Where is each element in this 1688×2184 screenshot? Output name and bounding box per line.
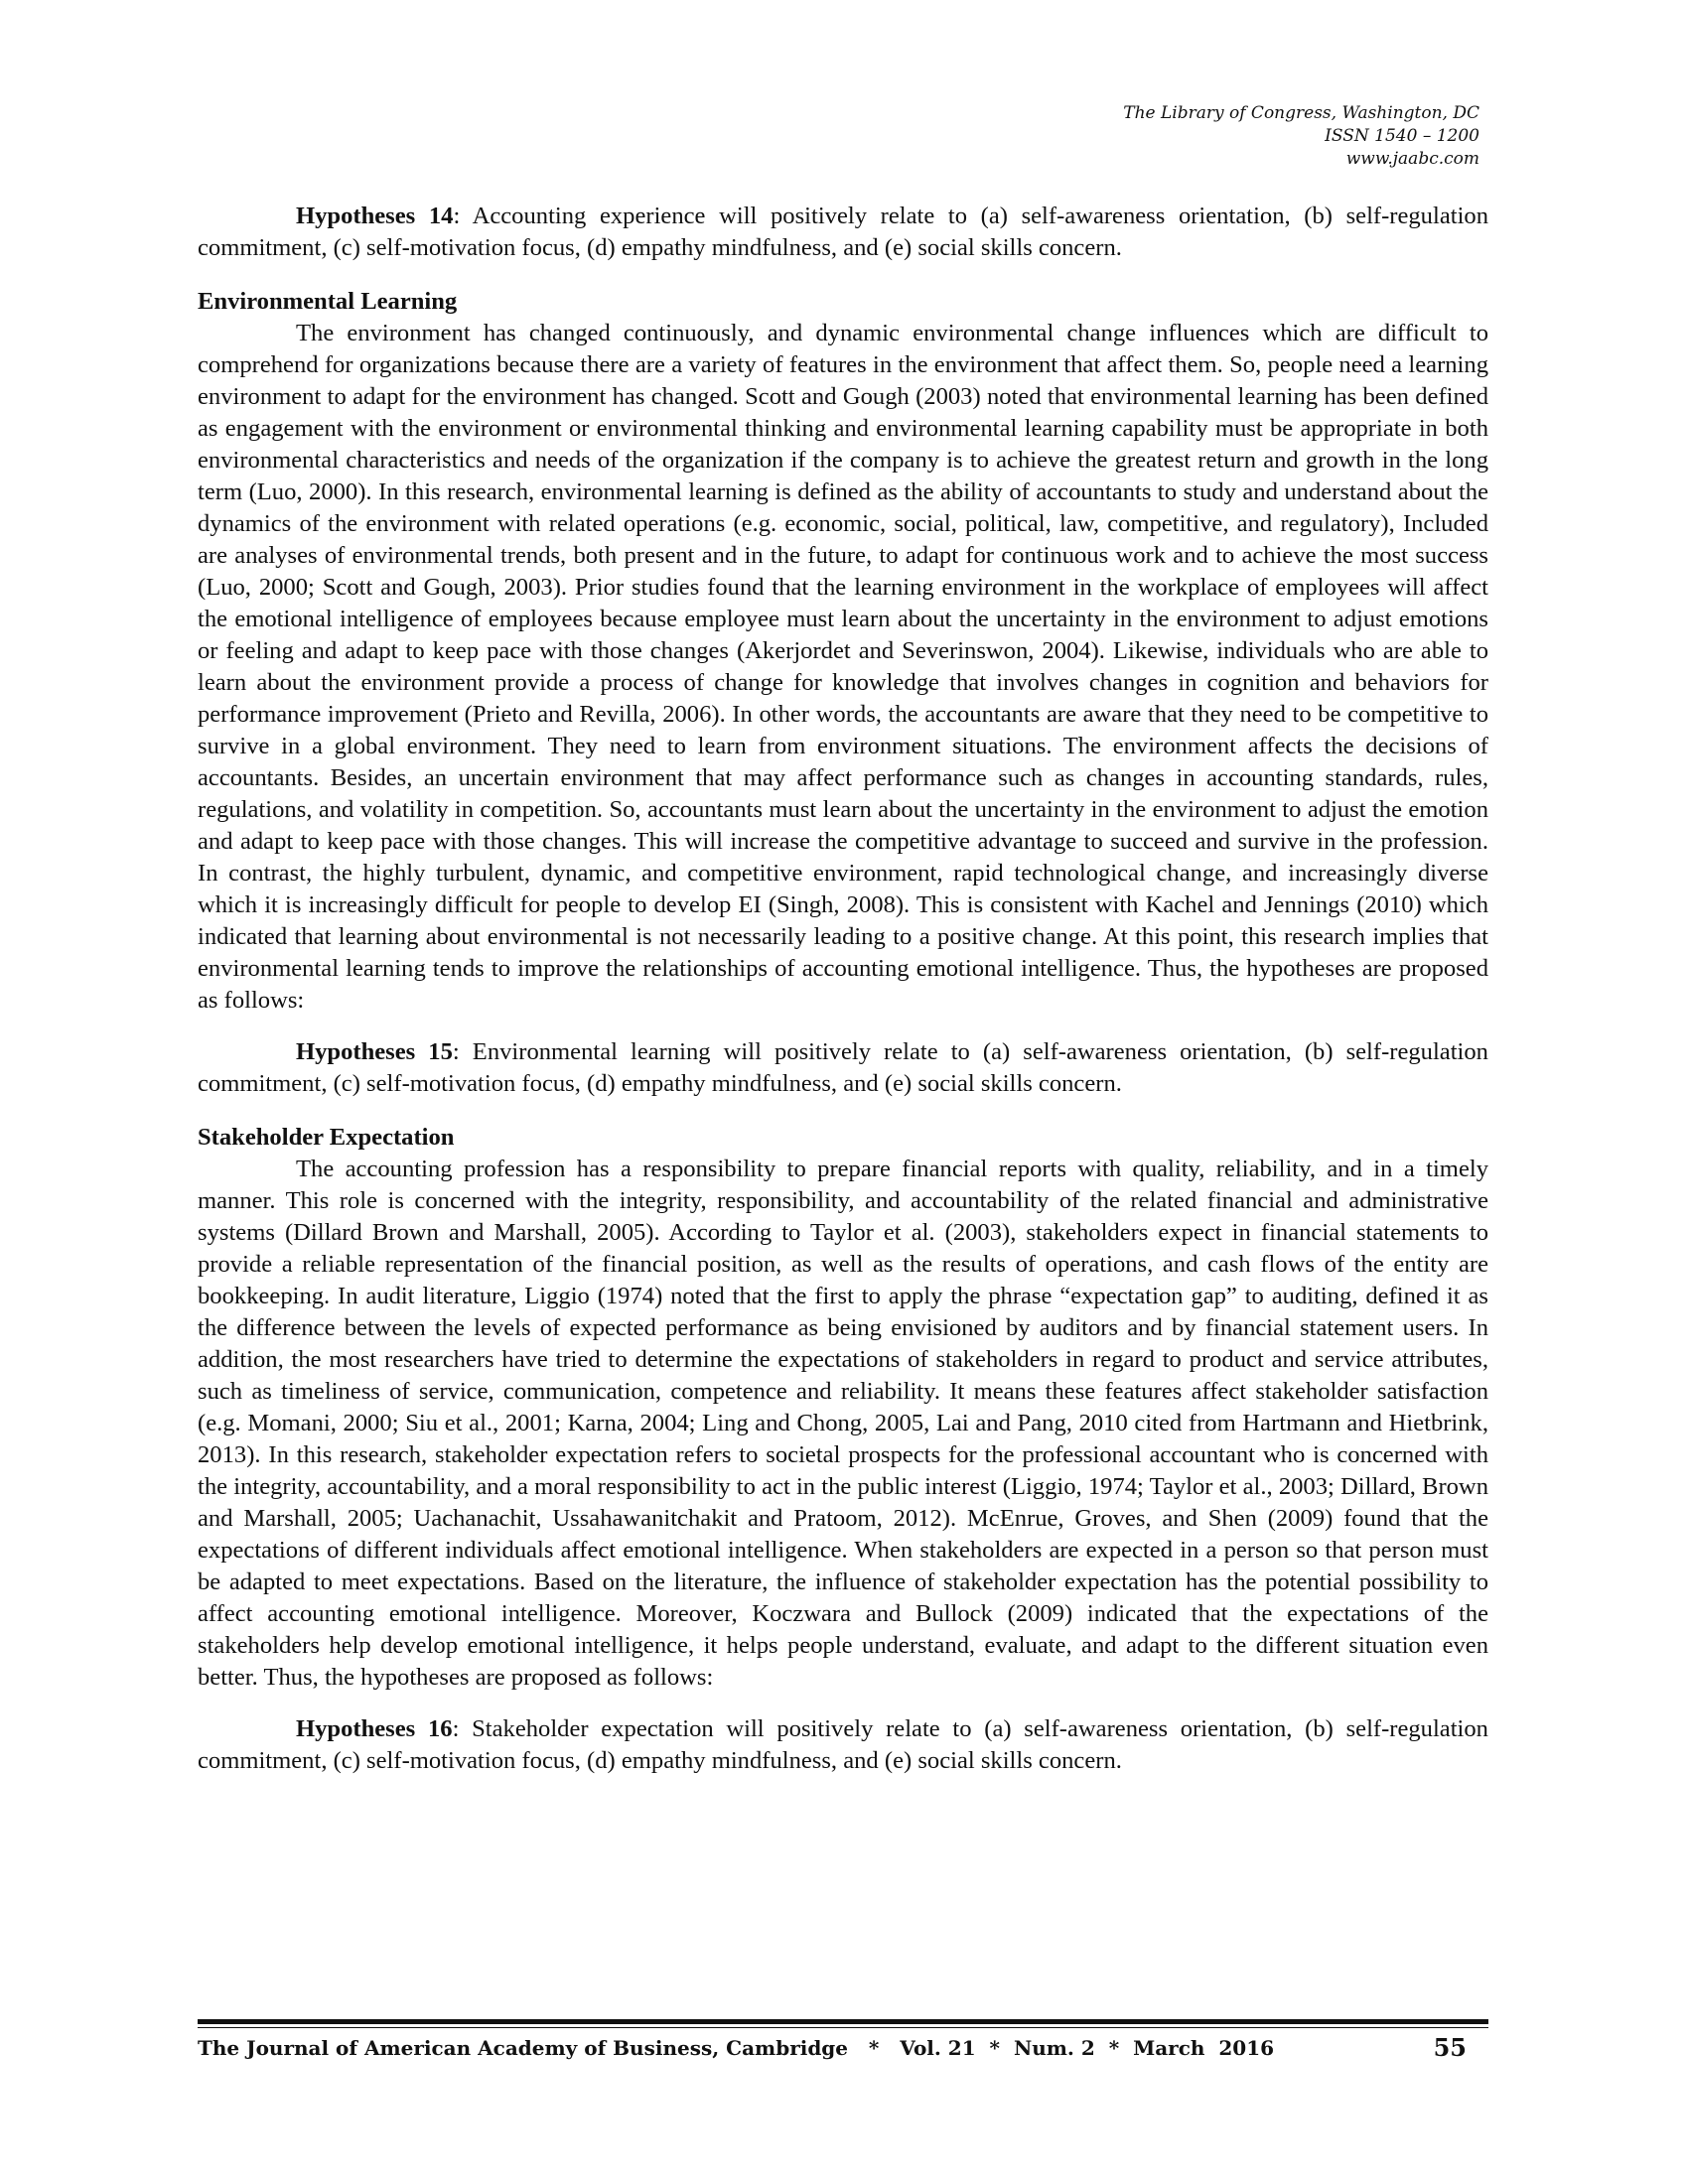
hypothesis-16: [198, 1713, 1488, 1777]
hypothesis-15-text: : Environmental learning will positively relate to (a) self-awareness orientation, (b) self-regulation commitment, (c) self-motivation focus, (d) empathy mindfulness, and (e) social skills concern.: [198, 1038, 1488, 1097]
section-heading-environmental-learning: Environmental Learning: [198, 288, 458, 315]
header-library: The Library of Congress, Washington, DC: [1123, 103, 1479, 123]
footer-rule-thick: [198, 2019, 1488, 2024]
footer-rule-thin: [198, 2027, 1488, 2028]
page-body: [198, 201, 1488, 1799]
hypothesis-14-text: : Accounting experience will positively relate to (a) self-awareness orientation, (b) self-regulation commitment, (c) self-motivation focus, (d) empathy mindfulness, and (e) social skills concern.: [198, 203, 1488, 261]
footer-journal-info: The Journal of American Academy of Business, Cambridge * Vol. 21 * Num. 2 * March 2016: [198, 2036, 1275, 2060]
header-issn: ISSN 1540 – 1200: [1325, 126, 1479, 146]
hypothesis-16-text: : Stakeholder expectation will positively relate to (a) self-awareness orientation, (b) self-regulation commitment, (c) self-motivation focus, (d) empathy mindfulness, and (e) social skills concern.: [198, 1715, 1488, 1774]
hypothesis-16-label: Hypotheses 16: [296, 1715, 453, 1742]
footer-rule: [198, 2019, 1488, 2028]
hypothesis-15: [198, 1036, 1488, 1100]
hypothesis-14-label: Hypotheses 14: [296, 203, 454, 229]
hypothesis-15-label: Hypotheses 15: [296, 1038, 453, 1065]
running-header: [1123, 102, 1479, 171]
stakeholder-expectation-paragraph: The accounting profession has a responsibility to prepare financial reports with quality, reliability, and in a timely manner. This role is concerned with the integrity, responsibility, and accountability of the related financial and administrative systems (Dillard Brown and Marshall, 2005). According to Taylor et al. (2003), stakeholders expect in financial statements to provide a reliable representation of the financial position, as well as the results of operations, and cash flows of the entity are bookkeeping. In audit literature, Liggio (1974) noted that the first to apply the phrase “expectation gap” to auditing, defined it as the difference between the levels of expected performance as being envisioned by auditors and by financial statement users. In addition, the most researchers have tried to determine the expectations of stakeholders in regard to product and service attributes, such as timeliness of service, communication, competence and reliability. It means these features affect stakeholder satisfaction (e.g. Momani, 2000; Siu et al., 2001; Karna, 2004; Ling and Chong, 2005, Lai and Pang, 2010 cited from Hartmann and Hietbrink, 2013). In this research, stakeholder expectation refers to societal prospects for the professional accountant who is concerned with the integrity, accountability, and a moral responsibility to act in the public interest (Liggio, 1974; Taylor et al., 2003; Dillard, Brown and Marshall, 2005; Uachanachit, Ussahawanitchakit and Pratoom, 2012). McEnrue, Groves, and Shen (2009) found that the expectations of different individuals affect emotional intelligence. When stakeholders are expected in a person so that person must be adapted to meet expectations. Based on the literature, the influence of stakeholder expectation has the potential possibility to affect accounting emotional intelligence. Moreover, Koczwara and Bullock (2009) indicated that the expectations of the stakeholders help develop emotional intelligence, it helps people understand, evaluate, and adapt to the different situation even better. Thus, the hypotheses are proposed as follows:: [198, 1156, 1488, 1691]
environmental-learning-paragraph: The environment has changed continuously, and dynamic environmental change influences which are difficult to comprehend for organizations because there are a variety of features in the environment that affect them. So, people need a learning environment to adapt for the environment has changed. Scott and Gough (2003) noted that environmental learning has been defined as engagement with the environment or environmental thinking and environmental learning capability must be appropriate in both environmental characteristics and needs of the organization if the company is to achieve the greatest return and growth in the long term (Luo, 2000). In this research, environmental learning is defined as the ability of accountants to study and understand about the dynamics of the environment with related operations (e.g. economic, social, political, law, competitive, and regulatory), Included are analyses of environmental trends, both present and in the future, to adapt for continuous work and to achieve the most success (Luo, 2000; Scott and Gough, 2003). Prior studies found that the learning environment in the workplace of employees will affect the emotional intelligence of employees because employee must learn about the uncertainty in the environment to adjust emotions or feeling and adapt to keep pace with those changes (Akerjordet and Severinswon, 2004). Likewise, individuals who are able to learn about the environment provide a process of change for knowledge that involves changes in cognition and behaviors for performance improvement (Prieto and Revilla, 2006). In other words, the accountants are aware that they need to be competitive to survive in a global environment. They need to learn from environment situations. The environment affects the decisions of accountants. Besides, an uncertain environment that may affect performance such as changes in accounting standards, rules, regulations, and volatility in competition. So, accountants must learn about the uncertainty in the environment to adjust the emotion and adapt to keep pace with those changes. This will increase the competitive advantage to succeed and survive in the profession. In contrast, the highly turbulent, dynamic, and competitive environment, rapid technological change, and increasingly diverse which it is increasingly difficult for people to develop EI (Singh, 2008). This is consistent with Kachel and Jennings (2010) which indicated that learning about environmental is not necessarily leading to a positive change. At this point, this research implies that environmental learning tends to improve the relationships of accounting emotional intelligence. Thus, the hypotheses are proposed as follows:: [198, 320, 1488, 1014]
page-number: 55: [1433, 2033, 1467, 2062]
section-heading-stakeholder-expectation: Stakeholder Expectation: [198, 1124, 455, 1151]
header-website: www.jaabc.com: [1345, 149, 1479, 169]
hypothesis-14: [198, 201, 1488, 264]
